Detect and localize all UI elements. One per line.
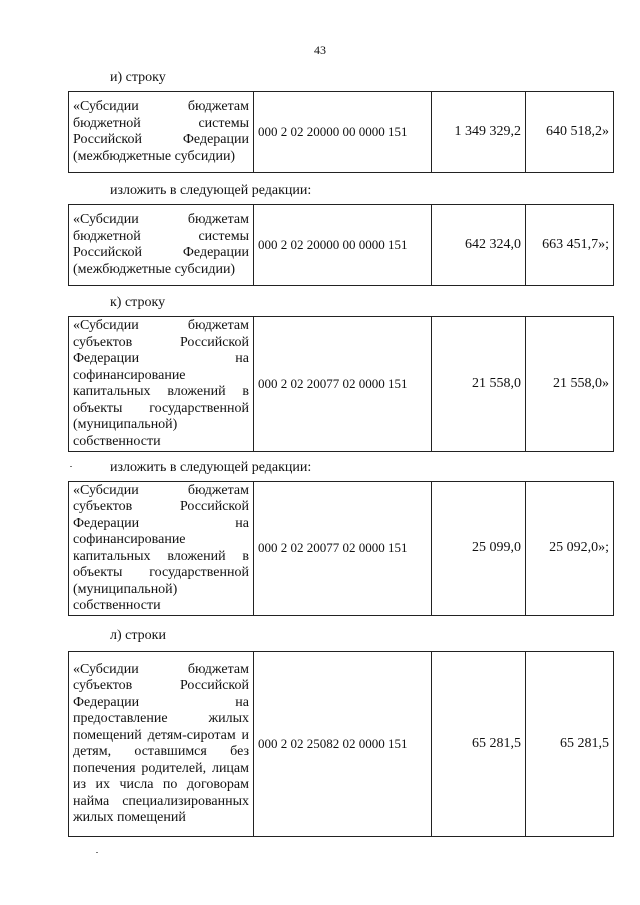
table-row bbox=[69, 482, 614, 616]
section-label-restate-2: изложить в следующей редакции: bbox=[110, 460, 312, 475]
row-name: «Субсидии бюджетам субъектов Российской Федерации на софинансирование капитальных вложений в объекты государственной (муниципальной) собственности bbox=[69, 482, 254, 616]
table-row bbox=[69, 317, 614, 452]
page-number: 43 bbox=[314, 43, 326, 57]
amendment-table-k bbox=[68, 316, 614, 452]
row-name: «Субсидии бюджетам субъектов Российской Федерации на софинансирование капитальных вложений в объекты государственной (муниципальной) собственности bbox=[69, 317, 254, 452]
section-label-i: и) строку bbox=[110, 70, 166, 85]
row-value-1: 25 099,0 bbox=[432, 482, 526, 616]
amendment-table-restate-2 bbox=[68, 481, 614, 616]
row-value-2: 640 518,2» bbox=[526, 92, 614, 173]
row-value-1: 1 349 329,2 bbox=[432, 92, 526, 173]
row-code: 000 2 02 25082 02 0000 151 bbox=[254, 652, 432, 837]
row-value-2: 663 451,7»; bbox=[526, 205, 614, 286]
section-label-k: к) строку bbox=[110, 295, 166, 310]
table-row bbox=[69, 92, 614, 173]
section-label-l: л) строки bbox=[110, 628, 166, 643]
row-value-2: 25 092,0»; bbox=[526, 482, 614, 616]
row-code: 000 2 02 20000 00 0000 151 bbox=[254, 205, 432, 286]
row-name: «Субсидии бюджетам бюджетной системы Российской Федерации (межбюджетные субсидии) bbox=[69, 205, 254, 286]
row-code: 000 2 02 20077 02 0000 151 bbox=[254, 317, 432, 452]
table-row bbox=[69, 652, 614, 837]
amendment-table-restate-1 bbox=[68, 204, 614, 286]
amendment-table-l bbox=[68, 651, 614, 837]
row-value-2: 21 558,0» bbox=[526, 317, 614, 452]
section-label-restate-1: изложить в следующей редакции: bbox=[110, 183, 312, 198]
row-value-1: 21 558,0 bbox=[432, 317, 526, 452]
table-row bbox=[69, 205, 614, 286]
amendment-table-i bbox=[68, 91, 614, 173]
row-value-2: 65 281,5 bbox=[526, 652, 614, 837]
row-name: «Субсидии бюджетам субъектов Российской Федерации на предоставление жилых помещений детям-сиротам и детям, оставшимся без попечения родителей, лицам из их числа по договорам найма специализированных жилых помещений bbox=[69, 652, 254, 837]
row-code: 000 2 02 20077 02 0000 151 bbox=[254, 482, 432, 616]
row-value-1: 642 324,0 bbox=[432, 205, 526, 286]
row-name: «Субсидии бюджетам бюджетной системы Российской Федерации (межбюджетные субсидии) bbox=[69, 92, 254, 173]
scan-speck bbox=[70, 466, 72, 467]
row-code: 000 2 02 20000 00 0000 151 bbox=[254, 92, 432, 173]
scan-speck bbox=[96, 852, 98, 853]
row-value-1: 65 281,5 bbox=[432, 652, 526, 837]
